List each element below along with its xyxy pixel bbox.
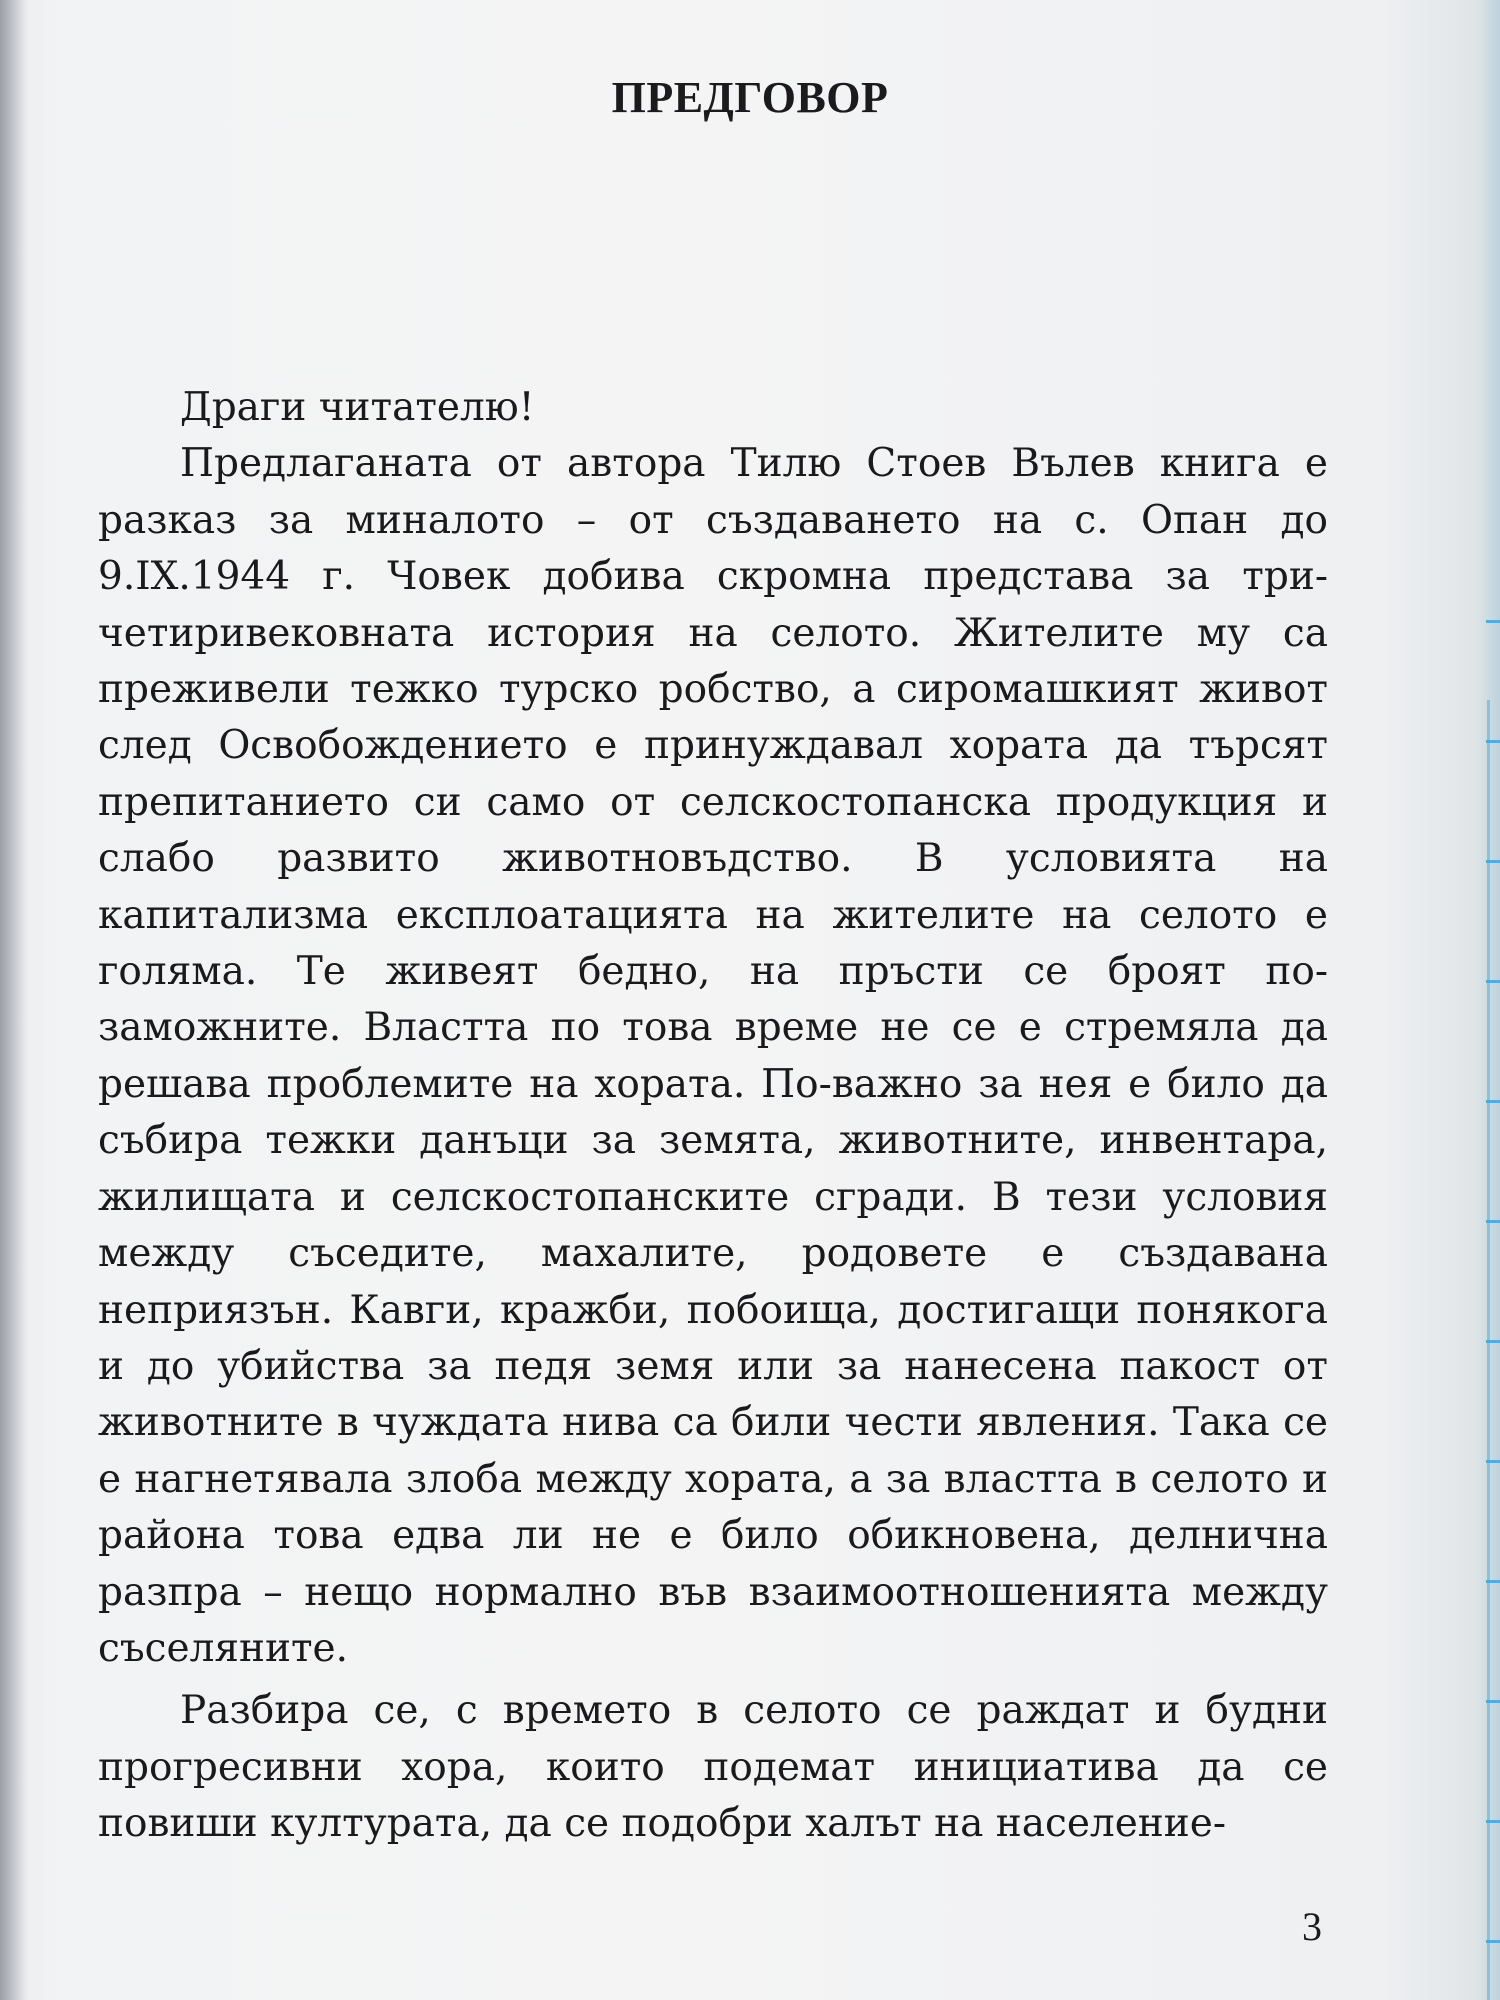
notebook-grid-tick xyxy=(1486,620,1500,623)
greeting: Драги читателю! xyxy=(180,385,535,430)
notebook-grid-line xyxy=(1487,700,1490,2000)
notebook-grid-tick xyxy=(1486,1460,1500,1463)
page-title: ПРЕДГОВОР xyxy=(611,73,889,122)
notebook-grid-tick xyxy=(1486,860,1500,863)
notebook-grid-tick xyxy=(1486,980,1500,983)
notebook-grid-tick xyxy=(1486,1220,1500,1223)
notebook-grid-tick xyxy=(1486,740,1500,743)
paragraph: Предлаганата от автора Тилю Стоев Вълев книга е разказ за миналото – от създаването на с. Опан до 9.IX.1944 г. Човек добива скромна представа за три-четиривековната история на селото. Жителите му са преживели тежко турско робство, а сиромашкият живот след Освобождението е принуждавал хората да търсят препитанието си само от селскостопанска продукция и слабо развито животновъдство. В условията на капитализма експлоатацията на жителите на селото е голяма. Те живеят бедно, на пръсти се броят по-заможните. Властта по това време не се е стремяла да решава проблемите на хората. По-важно за нея е било да събира тежки данъци за земята, животните, инвентара, жилищата и селскостопанските сгради. В тези условия между съседите, махалите, родовете е създавана неприязън. Кавги, кражби, побоища, достигащи понякога и до убийства за педя земя или за нанесена пакост от животните в чуждата нива са били чести явления. Така се е нагнетявала злоба между хората, а за властта в селото и района това едва ли не е било обикновена, делнична разпра – нещо нормално във взаимоотношенията между съселяните. xyxy=(98,441,1328,1671)
notebook-grid-tick xyxy=(1486,1100,1500,1103)
binding-shadow xyxy=(0,0,28,2000)
page-number: 3 xyxy=(1302,1904,1322,1949)
notebook-grid-tick xyxy=(1486,1340,1500,1343)
notebook-grid-tick xyxy=(1486,1940,1500,1943)
body-text xyxy=(98,380,1328,1853)
notebook-grid-tick xyxy=(1486,1700,1500,1703)
notebook-grid-tick xyxy=(1486,1580,1500,1583)
notebook-grid-tick xyxy=(1486,1820,1500,1823)
paragraph: Разбира се, с времето в селото се раждат и будни прогресивни хора, които подемат инициатива да се повиши културата, да се подобри халът на население- xyxy=(98,1688,1328,1847)
